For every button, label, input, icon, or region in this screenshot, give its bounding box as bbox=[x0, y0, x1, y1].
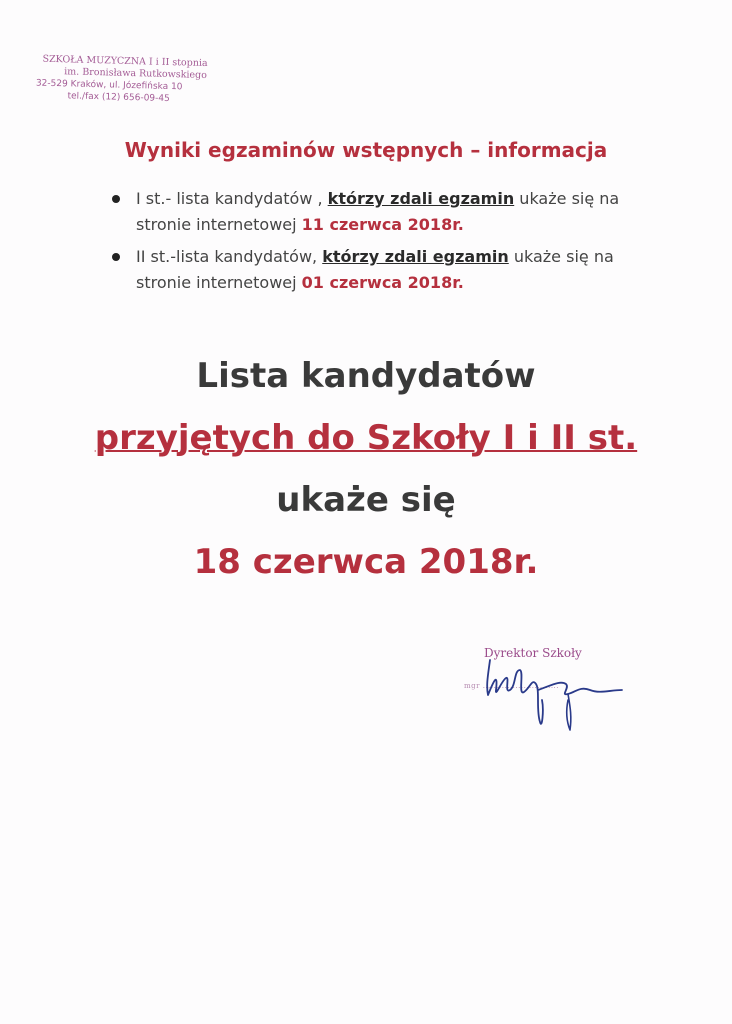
item-date: 01 czerwca 2018r. bbox=[301, 273, 464, 292]
announcement-date: 18 czerwca 2018r. bbox=[193, 542, 539, 582]
item-middle: ukaże się na stronie internetowej bbox=[136, 189, 620, 234]
signature-subtitle: mgr ............................ bbox=[464, 682, 559, 690]
info-list bbox=[108, 186, 668, 302]
item-middle: ukaże się na stronie internetowej bbox=[136, 247, 614, 292]
handwritten-signature bbox=[480, 650, 630, 740]
signature-stroke bbox=[487, 660, 622, 724]
item-prefix: II st.-lista kandydatów, bbox=[136, 247, 323, 266]
signature-title: Dyrektor Szkoły bbox=[484, 646, 582, 660]
stamp-line-patron: im. Bronisława Rutkowskiego bbox=[64, 66, 208, 81]
announcement-line-2: przyjętych do Szkoły I i II st. bbox=[94, 418, 638, 458]
item-prefix: I st.- lista kandydatów , bbox=[136, 189, 328, 208]
announcement-line-1: Lista kandydatów bbox=[196, 356, 536, 396]
list-item bbox=[108, 244, 668, 296]
bullet-icon bbox=[112, 195, 120, 203]
list-item bbox=[108, 186, 668, 238]
announcement-line-3: ukaże się bbox=[276, 480, 456, 520]
school-stamp bbox=[35, 54, 226, 107]
item-emphasis: którzy zdali egzamin bbox=[322, 247, 509, 266]
stamp-line-school: SZKOŁA MUZYCZNA I i II stopnia bbox=[42, 53, 208, 69]
stamp-line-address: 32-529 Kraków, ul. Józefińska 10 bbox=[35, 78, 183, 93]
info-title: Wyniki egzaminów wstępnych – informacja bbox=[124, 138, 608, 162]
item-emphasis: którzy zdali egzamin bbox=[327, 189, 515, 208]
bullet-icon bbox=[112, 253, 120, 261]
stamp-line-phone: tel./fax (12) 656-09-45 bbox=[67, 91, 170, 105]
signature-tail bbox=[567, 694, 571, 730]
item-date: 11 czerwca 2018r. bbox=[301, 215, 464, 234]
